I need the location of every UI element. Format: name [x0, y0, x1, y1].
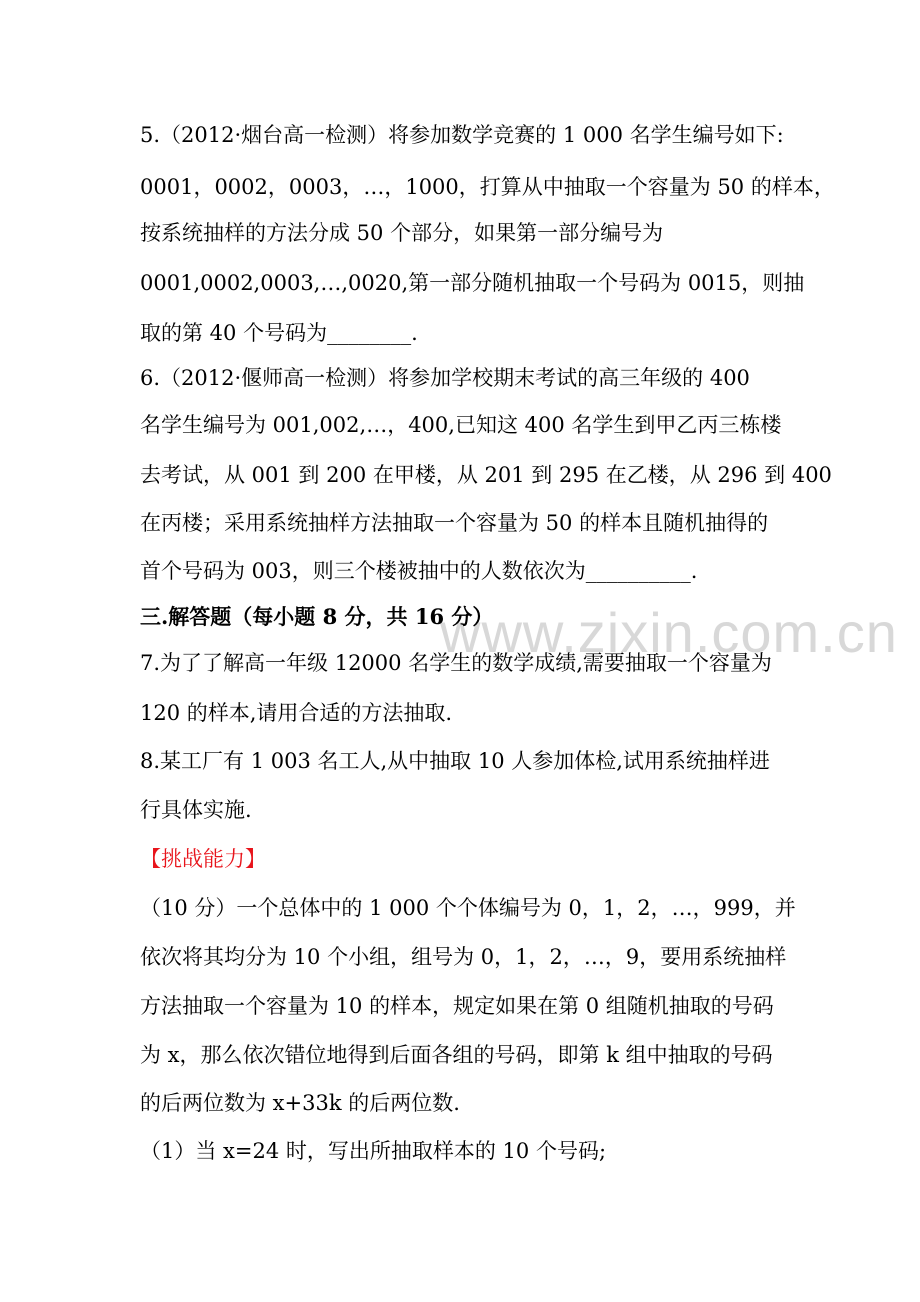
q6-line-2: 名学生编号为 001,002,…，400,已知这 400 名学生到甲乙丙三栋楼 [140, 413, 782, 437]
challenge-line-2: 依次将其均分为 10 个小组，组号为 0，1，2，…，9，要用系统抽样 [140, 945, 787, 969]
q8-line-2: 行具体实施. [140, 798, 252, 822]
challenge-line-1: （10 分）一个总体中的 1 000 个个体编号为 0，1，2，…，999，并 [140, 896, 796, 920]
q5-line-3: 按系统抽样的方法分成 50 个部分，如果第一部分编号为 [140, 221, 664, 245]
watermark: www.zixin.com.cn [440, 601, 898, 664]
q7-line-1: 7.为了了解高一年级 12000 名学生的数学成绩,需要抽取一个容量为 [140, 651, 772, 675]
q6-line-4: 在丙楼；采用系统抽样方法抽取一个容量为 50 的样本且随机抽得的 [140, 511, 769, 535]
q5-line-4: 0001,0002,0003,…,0020,第一部分随机抽取一个号码为 0015，则抽 [140, 271, 805, 295]
challenge-line-3: 方法抽取一个容量为 10 的样本，规定如果在第 0 组随机抽取的号码 [140, 994, 774, 1018]
challenge-subquestion-1: （1）当 x=24 时，写出所抽取样本的 10 个号码; [140, 1139, 607, 1163]
q5-line-2: 0001，0002，0003，…，1000，打算从中抽取一个容量为 50 的样本， [140, 175, 835, 199]
q6-line-3: 去考试，从 001 到 200 在甲楼，从 201 到 295 在乙楼，从 296 到 400 [140, 463, 832, 487]
q5-line-1: 5.（2012·烟台高一检测）将参加数学竞赛的 1 000 名学生编号如下: [140, 123, 784, 147]
q8-line-1: 8.某工厂有 1 003 名工人,从中抽取 10 人参加体检,试用系统抽样进 [140, 749, 770, 773]
q7-line-2: 120 的样本,请用合适的方法抽取. [140, 701, 453, 725]
challenge-line-5: 的后两位数为 x+33k 的后两位数. [140, 1091, 460, 1115]
q6-line-5: 首个号码为 003，则三个楼被抽中的人数依次为__________. [140, 559, 698, 583]
challenge-heading: 【挑战能力】 [140, 847, 266, 871]
section-heading: 三.解答题（每小题 8 分，共 16 分） [140, 604, 494, 629]
q5-line-5: 取的第 40 个号码为________. [140, 321, 418, 345]
challenge-line-4: 为 x，那么依次错位地得到后面各组的号码，即第 k 组中抽取的号码 [140, 1043, 773, 1067]
q6-line-1: 6.（2012·偃师高一检测）将参加学校期末考试的高三年级的 400 [140, 366, 750, 390]
